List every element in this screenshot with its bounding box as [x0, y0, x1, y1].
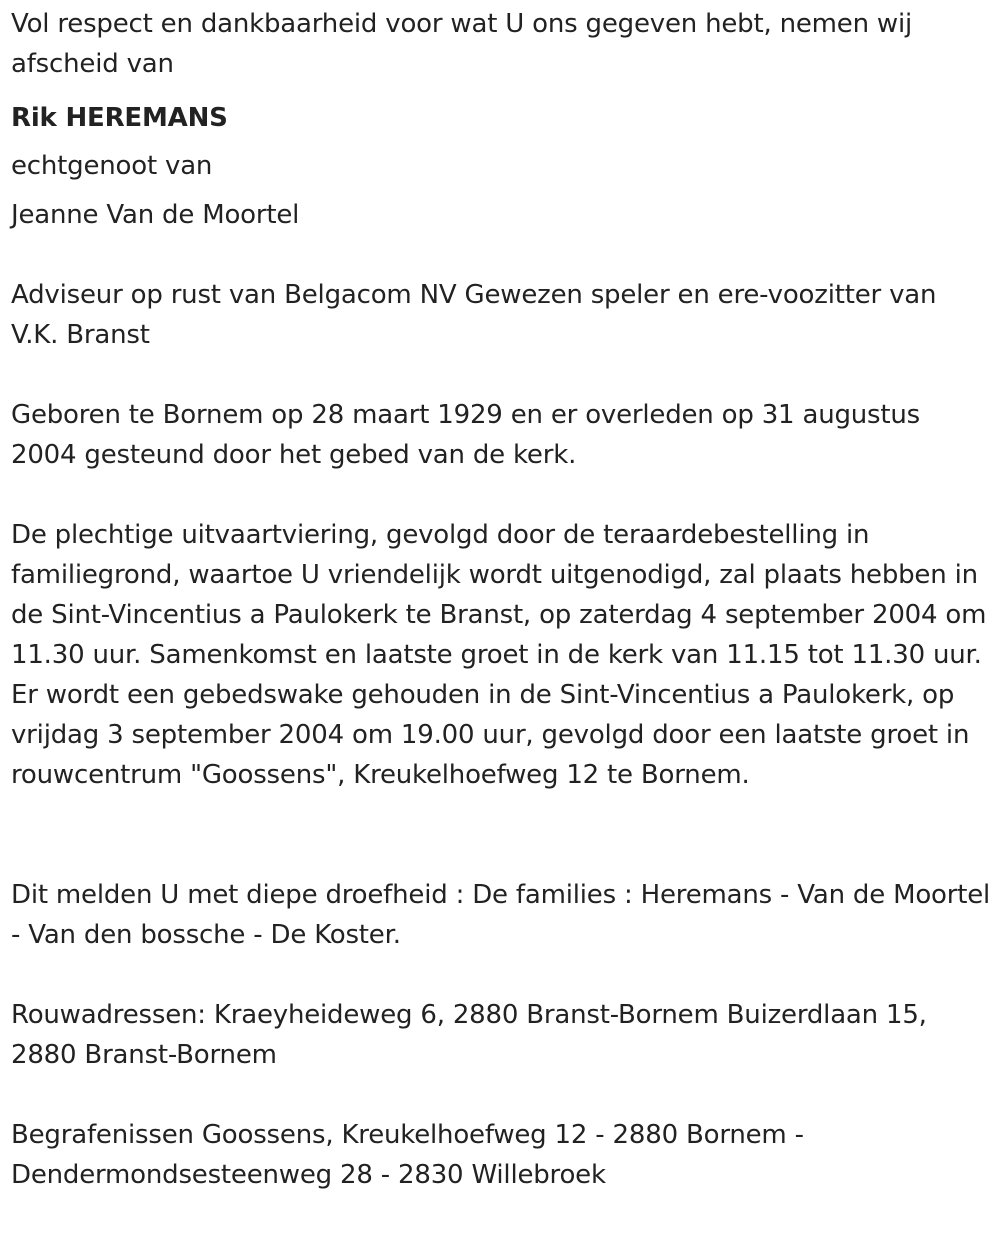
deceased-name: Rik HEREMANS: [11, 103, 228, 133]
spouse-name: Jeanne Van de Moortel: [11, 200, 300, 230]
obituary-document: [11, 4, 991, 1195]
career-text: Adviseur op rust van Belgacom NV Gewezen speler en ere-voozitter van V.K. Branst: [11, 280, 937, 350]
undertaker-text: Begrafenissen Goossens, Kreukelhoefweg 12 - 2880 Bornem - Dendermondsesteenweg 28 - 2830 Willebroek: [11, 1120, 804, 1190]
birth-death-text: Geboren te Bornem op 28 maart 1929 en er overleden op 31 augustus 2004 gesteund door het gebed van de kerk.: [11, 400, 921, 470]
funeral-text: De plechtige uitvaartviering, gevolgd door de teraardebestelling in familiegrond, waartoe U vriendelijk wordt uitgenodigd, zal plaats hebben in de Sint-Vincentius a Paulokerk te Branst, op zaterdag 4 september 2004 om 11.30 uur. Samenkomst en laatste groet in de kerk van 11.15 tot 11.30 uur. Er wordt een gebedswake gehouden in de Sint-Vincentius a Paulokerk, op vrijdag 3 september 2004 om 19.00 uur, gevolgd door een laatste groet in rouwcentrum "Goossens", Kreukelhoefweg 12 te Bornem.: [11, 520, 987, 790]
addresses-text: Rouwadressen: Kraeyheideweg 6, 2880 Branst-Bornem Buizerdlaan 15, 2880 Branst-Bornem: [11, 1000, 927, 1070]
families-text: Dit melden U met diepe droefheid : De families : Heremans - Van de Moortel - Van den bossche - De Koster.: [11, 880, 991, 950]
relation-label: echtgenoot van: [11, 151, 213, 181]
intro-text: Vol respect en dankbaarheid voor wat U ons gegeven hebt, nemen wij afscheid van: [11, 9, 913, 79]
